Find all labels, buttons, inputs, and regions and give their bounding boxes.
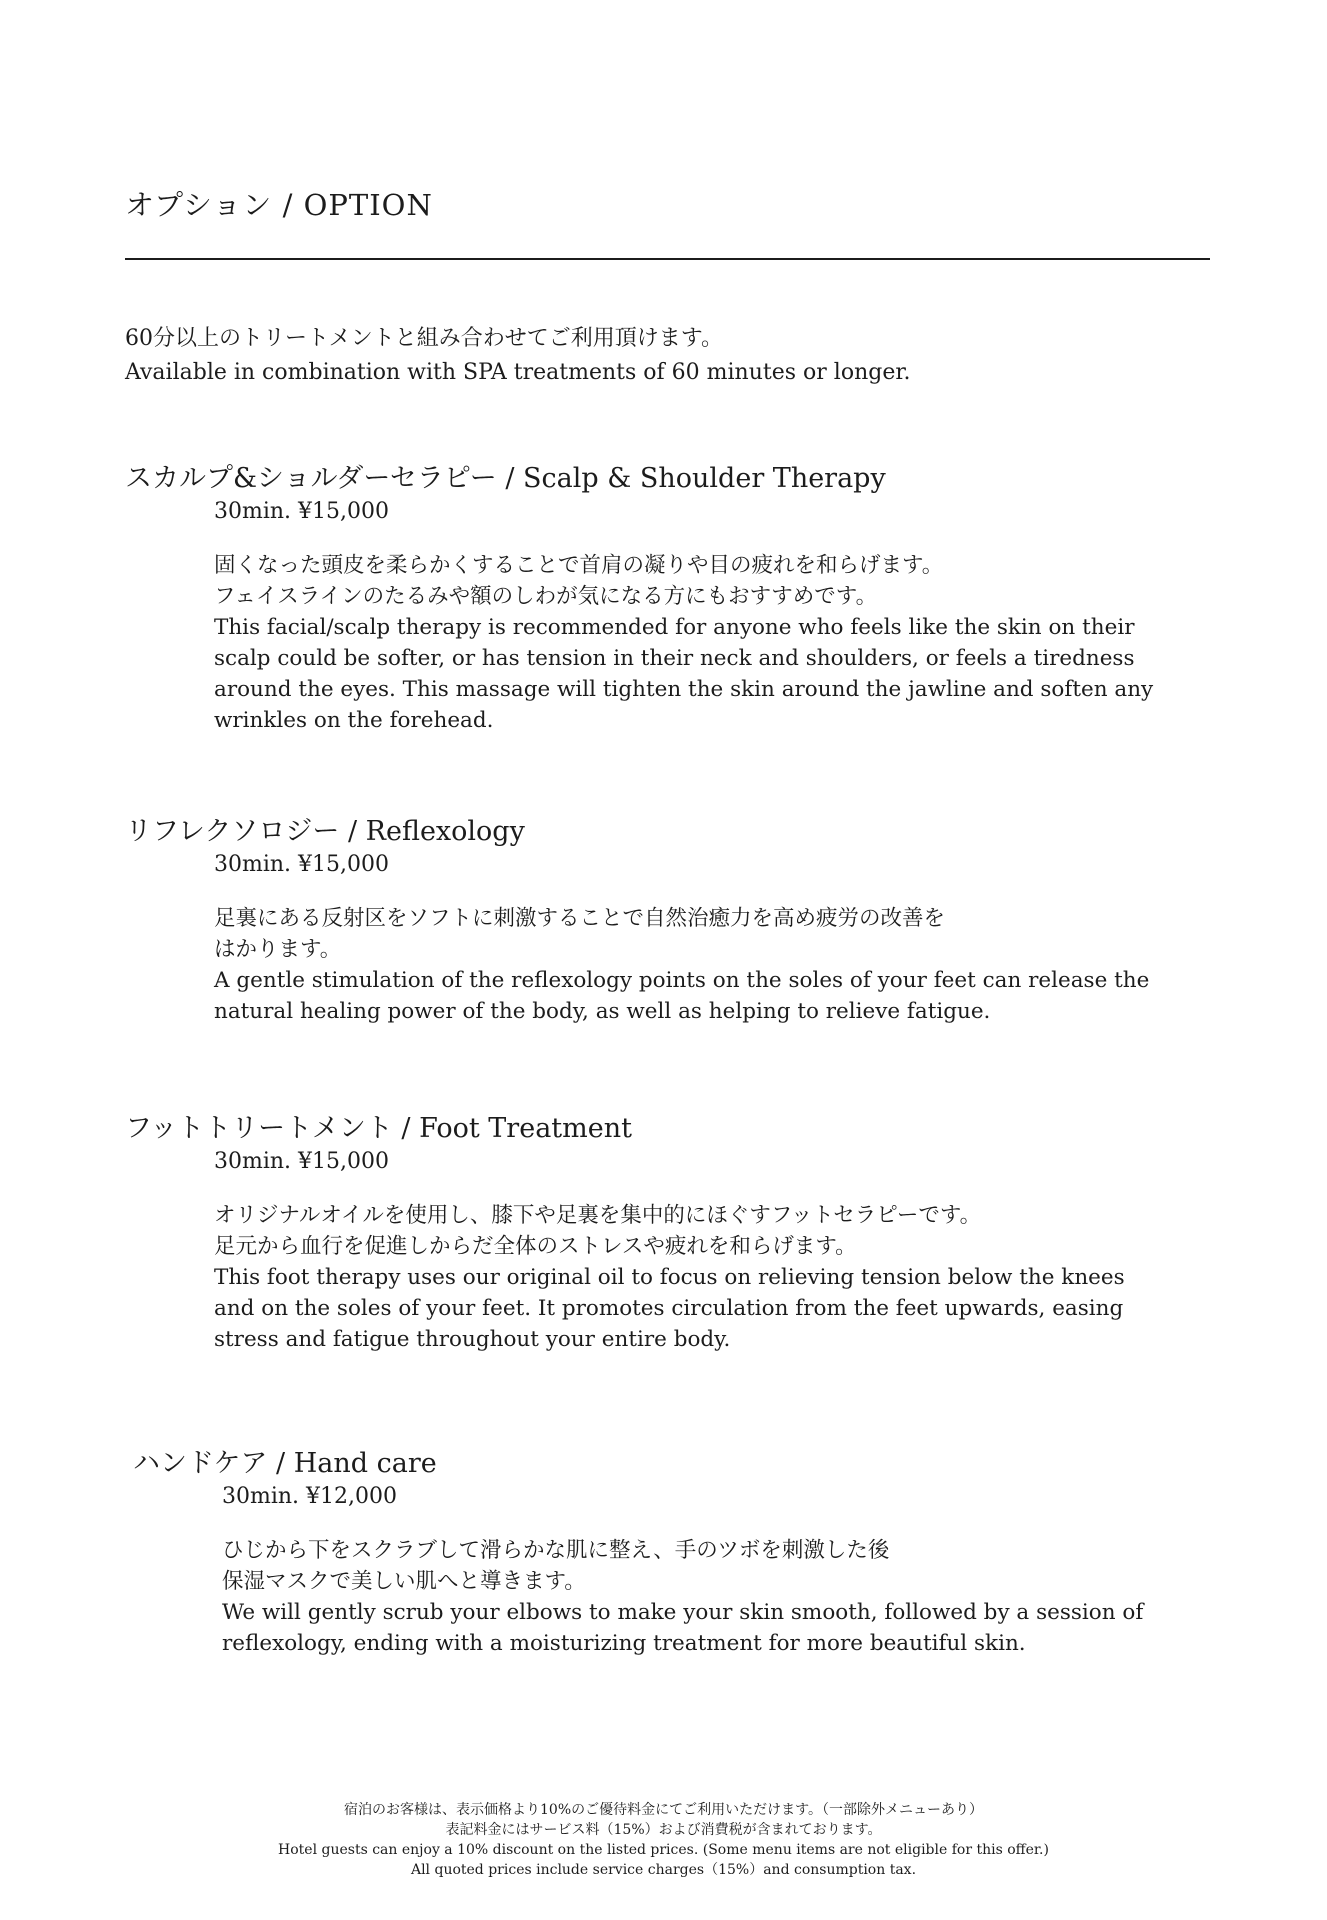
description-line: 足元から血行を促進しからだ全体のストレスや疲れを和らげます。 [214,1234,857,1259]
description-line: We will gently scrub your elbows to make your skin smooth, followed by a session of [222,1600,1144,1625]
page-title: オプション / OPTION [125,188,433,222]
description-line: wrinkles on the forehead. [214,708,494,733]
title-divider [125,258,1210,260]
intro-text [125,322,910,390]
description-line: はかります。 [214,937,342,962]
description-line: A gentle stimulation of the reflexology points on the soles of your feet can release the [214,968,1150,993]
option-hand-care [125,1447,1210,1659]
option-foot-treatment [125,1112,1210,1355]
description-line: natural healing power of the body, as well as helping to relieve fatigue. [214,999,991,1024]
footer-line: All quoted prices include service charges（15%）and consumption tax. [410,1862,917,1878]
description-line: This facial/scalp therapy is recommended for anyone who feels like the skin on their [214,615,1135,640]
option-title: フットトリートメント / Foot Treatment [125,1113,632,1144]
description-line: around the eyes. This massage will tighten the skin around the jawline and soften any [214,677,1154,702]
option-scalp-shoulder [125,462,1210,736]
footer-notes [0,1800,1327,1880]
footer-line: 宿泊のお客様は、表示価格より10%のご優待料金にてご利用いただけます。（一部除外メニューあり） [344,1802,983,1818]
option-description [214,903,1214,1027]
description-line: オリジナルオイルを使用し、膝下や足裏を集中的にほぐすフットセラピーです。 [214,1203,982,1228]
option-title: リフレクソロジー / Reflexology [125,816,525,847]
description-line: reflexology, ending with a moisturizing treatment for more beautiful skin. [222,1631,1026,1656]
footer-line: 表記料金にはサービス料（15%）および消費税が含まれております。 [445,1822,882,1838]
option-price: 30min. ¥12,000 [222,1484,398,1509]
option-title: ハンドケア / Hand care [133,1448,437,1479]
description-line: 固くなった頭皮を柔らかくすることで首肩の凝りや目の疲れを和らげます。 [214,553,944,578]
option-description [214,1200,1214,1355]
description-line: 足裏にある反射区をソフトに刺激することで自然治癒力を高め疲労の改善を [214,906,946,931]
option-title: スカルプ&ショルダーセラピー / Scalp & Shoulder Therapy [125,463,886,494]
description-line: and on the soles of your feet. It promotes circulation from the feet upwards, easing [214,1296,1124,1321]
footer-line: Hotel guests can enjoy a 10% discount on the listed prices. (Some menu items are not eligible for this offer.) [278,1842,1049,1858]
description-line: ひじから下をスクラブして滑らかな肌に整え、手のツボを刺激した後 [222,1538,890,1563]
description-line: scalp could be softer, or has tension in their neck and shoulders, or feels a tiredness [214,646,1135,671]
intro-ja: 60分以上のトリートメントと組み合わせてご利用頂けます。 [125,326,724,351]
option-price: 30min. ¥15,000 [214,499,390,524]
description-line: 保湿マスクで美しい肌へと導きます。 [222,1569,586,1594]
option-reflexology [125,815,1210,1027]
intro-en: Available in combination with SPA treatments of 60 minutes or longer. [125,360,911,385]
option-description [214,550,1214,736]
option-description [222,1535,1222,1659]
option-price: 30min. ¥15,000 [214,852,390,877]
description-line: フェイスラインのたるみや額のしわが気になる方にもおすすめです。 [214,584,878,609]
description-line: stress and fatigue throughout your entire body. [214,1327,731,1352]
option-price: 30min. ¥15,000 [214,1149,390,1174]
description-line: This foot therapy uses our original oil to focus on relieving tension below the knees [214,1265,1125,1290]
